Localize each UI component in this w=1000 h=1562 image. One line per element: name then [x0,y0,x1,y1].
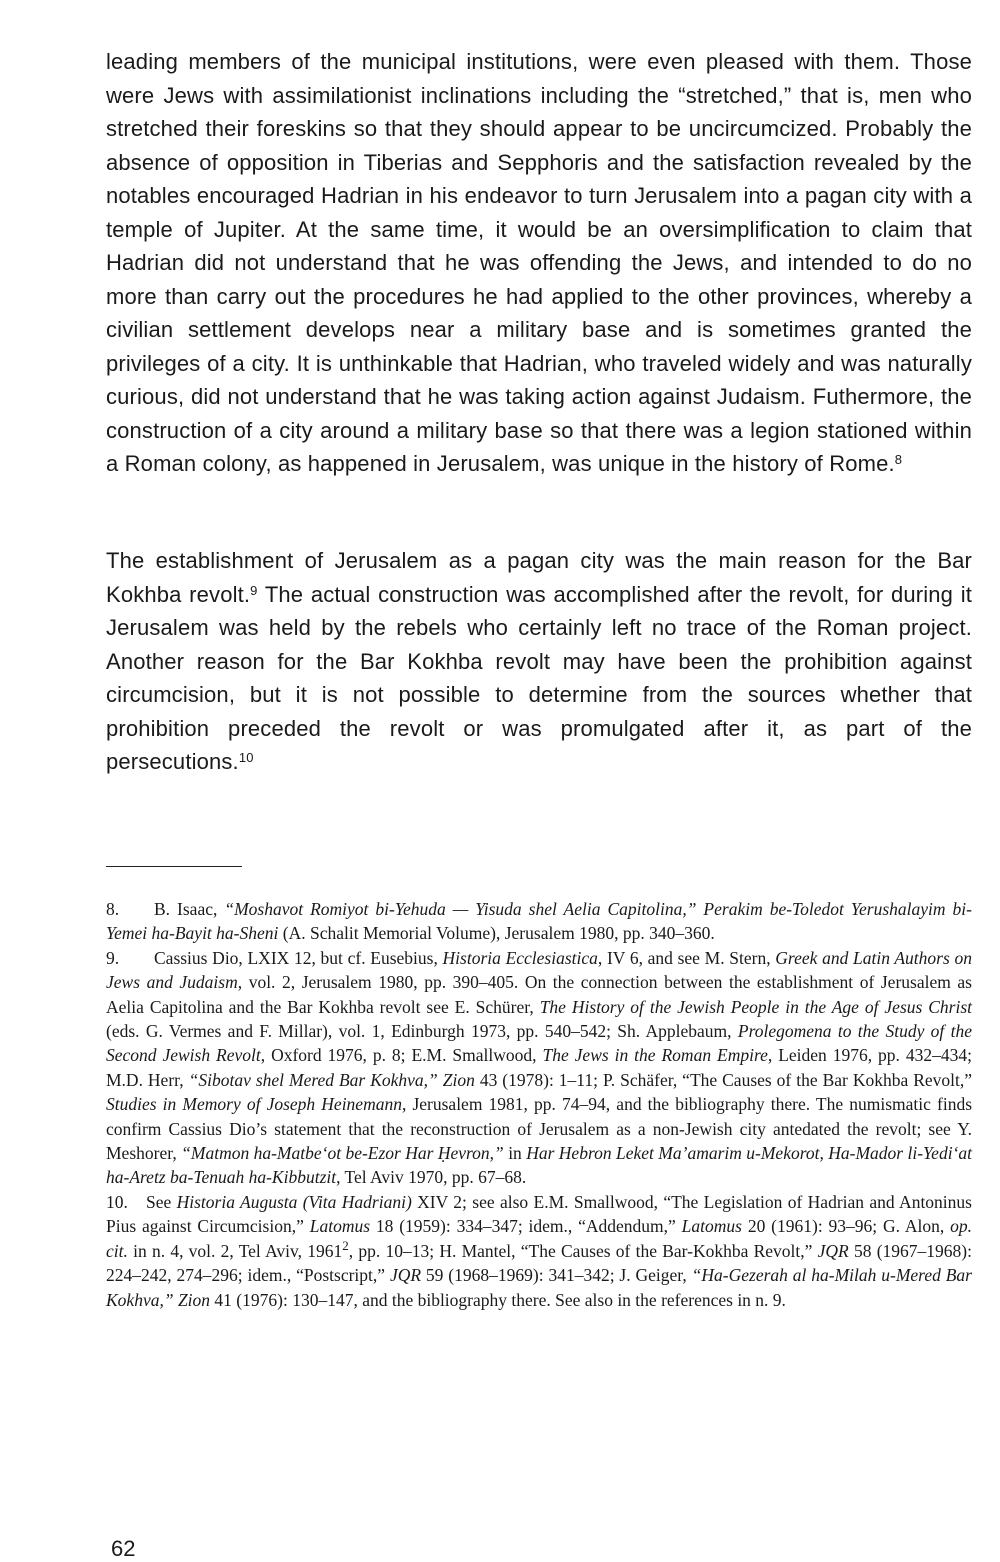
footnote-text: , vol. 2, Jerusalem 1980, pp. 390–405. On the connection between the establishment of Jerusalem as Aelia Capitolina and the Bar Kokhba revolt see E. Schürer, [106,972,972,1017]
page-number: 62 [111,1536,136,1561]
footnote-reference[interactable]: 9 [250,582,258,598]
footnote-9 [106,946,972,1190]
footnote-text: 18 (1959): 334–347; idem., “Addendum,” [370,1216,682,1237]
edition-superscript: 2 [342,1237,349,1253]
footnote-text: 20 (1961): 93–96; G. Alon, [741,1216,951,1237]
footnote-text: , pp. 10–13; H. Mantel, “The Causes of the Bar-Kokhba Revolt,” [348,1240,818,1261]
footnote-italic-title: op. cit. [106,1216,972,1261]
footnote-text: 58 (1967–1968): 224–242, 274–296; idem., “Postscript,” [106,1240,972,1286]
footnotes-section [106,897,972,1312]
footnote-text: in [503,1143,527,1164]
footnote-italic-title: JQR [817,1240,849,1261]
footnote-text: , Oxford 1976, p. 8; E.M. Smallwood, [260,1045,543,1066]
footnote-text: , IV 6, and see M. Stern, [597,947,776,968]
footnote-italic-title: Latomus [681,1216,742,1237]
footnote-text: 41 (1976): 130–147, and the bibliography there. See also in the references in n. 9. [210,1289,786,1310]
footnote-text: 43 (1978): 1–11; P. Schäfer, “The Causes of the Bar Kokhba Revolt,” [474,1069,972,1090]
footnote-italic-title: “Ha-Gezerah al ha-Milah u-Mered Bar Kokhva,” Zion [106,1265,972,1310]
footnote-italic-title: Har Hebron Leket Ma’amarim u-Mekorot, Ha-Mador li-Yedi‘at ha-Aretz ba-Tenuah ha-Kibbutzit [106,1143,972,1188]
footnote-divider [106,866,242,867]
footnote-italic-title: “Moshavot Romiyot bi-Yehuda — Yisuda shel Aelia Capitolina,” Perakim be-Toledot Yerushalayim bi-Yemei ha-Bayit ha-Sheni [106,899,972,944]
footnote-text: (A. Schalit Memorial Volume), Jerusalem 1980, pp. 340–360. [278,923,715,944]
footnote-8 [106,897,972,946]
footnote-text: See [146,1191,177,1212]
footnote-italic-title: Historia Augusta (Vita Hadriani) [176,1191,412,1212]
body-paragraph [106,544,972,779]
footnote-italic-title: Latomus [309,1216,371,1237]
footnote-italic-title: Studies in Memory of Joseph Heinemann [106,1094,402,1115]
footnote-text: Cassius Dio, LXIX 12, but cf. Eusebius, [154,947,443,968]
footnote-number: 10. [106,1191,128,1212]
footnote-reference[interactable]: 8 [894,452,903,467]
paragraph-text: The establishment of Jerusalem as a pagan city was the main reason for the Bar Kokhba revolt. [106,548,972,607]
footnote-text: in n. 4, vol. 2, Tel Aviv, 1961 [127,1240,343,1261]
footnote-text: XIV 2; see also E.M. Smallwood, “The Legislation of Hadrian and Antoninus Pius against Circumcision,” [106,1191,972,1237]
footnote-italic-title: “Sibotav shel Mered Bar Kokhva,” Zion [188,1069,475,1090]
footnote-number: 9. [106,947,120,968]
footnote-italic-title: Greek and Latin Authors on Jews and Judaism [106,947,972,993]
paragraph-text: leading members of the municipal institutions, were even pleased with them. Those were Jews with assimilationist inclinations including the “stretched,” that is, men who stretched their foreskins so that they should appear to be uncircumcized. Probably the absence of opposition in Tiberias and Sepphoris and the satisfaction revealed by the notables encouraged Hadrian in his endeavor to turn Jerusalem into a pagan city with a temple of Jupiter. At the same time, it would be an oversimplification to claim that Hadrian did not understand that he was offending the Jews, and intended to do no more than carry out the procedures he had applied to the other provinces, whereby a civilian settlement develops near a military base and is sometimes granted the privileges of a city. It is unthinkable that Hadrian, who traveled widely and was naturally curious, did not understand that he was taking action against Judaism. Futhermore, the construction of a city around a military base so that there was a legion stationed within a Roman colony, as happened in Jerusalem, was unique in the history of Rome. [106,49,972,476]
footnote-10 [106,1190,972,1312]
footnote-italic-title: Historia Ecclesiastica [442,947,598,968]
paragraph-text: The actual construction was accomplished after the revolt, for during it Jerusalem was held by the rebels who certainly left no trace of the Roman project. Another reason for the Bar Kokhba revolt may have been the prohibition against circumcision, but it is not possible to determine from the sources whether that prohibition preceded the revolt or was promulgated after it, as part of the persecutions. [106,581,972,774]
footnote-italic-title: Prolegomena to the Study of the Second Jewish Revolt [106,1021,972,1066]
footnote-text: 59 (1968–1969): 341–342; J. Geiger, [421,1265,692,1286]
footnote-text: (eds. G. Vermes and F. Millar), vol. 1, Edinburgh 1973, pp. 540–542; Sh. Applebaum, [106,1021,738,1042]
footnote-reference[interactable]: 10 [238,750,254,765]
body-paragraph [106,45,972,481]
footnote-italic-title: The History of the Jewish People in the Age of Jesus Christ [539,996,973,1017]
footnote-italic-title: The Jews in the Roman Empire [542,1045,768,1066]
footnote-italic-title: “Matmon ha-Matbe‘ot be-Ezor Har Ḥevron,” [181,1143,504,1164]
footnote-number: 8. [106,899,120,919]
footnote-text: , Jerusalem 1981, pp. 74–94, and the bibliography there. The numismatic finds confirm Cassius Dio’s statement that the reconstruction of Jerusalem as a non-Jewish city antedated the revolt; see Y. Meshorer, [106,1094,972,1164]
footnote-text: B. Isaac, [154,899,225,919]
footnote-text: , Tel Aviv 1970, pp. 67–68. [336,1167,527,1188]
footnote-text: , Leiden 1976, pp. 432–434; M.D. Herr, [106,1045,972,1090]
footnote-italic-title: JQR [389,1265,422,1286]
